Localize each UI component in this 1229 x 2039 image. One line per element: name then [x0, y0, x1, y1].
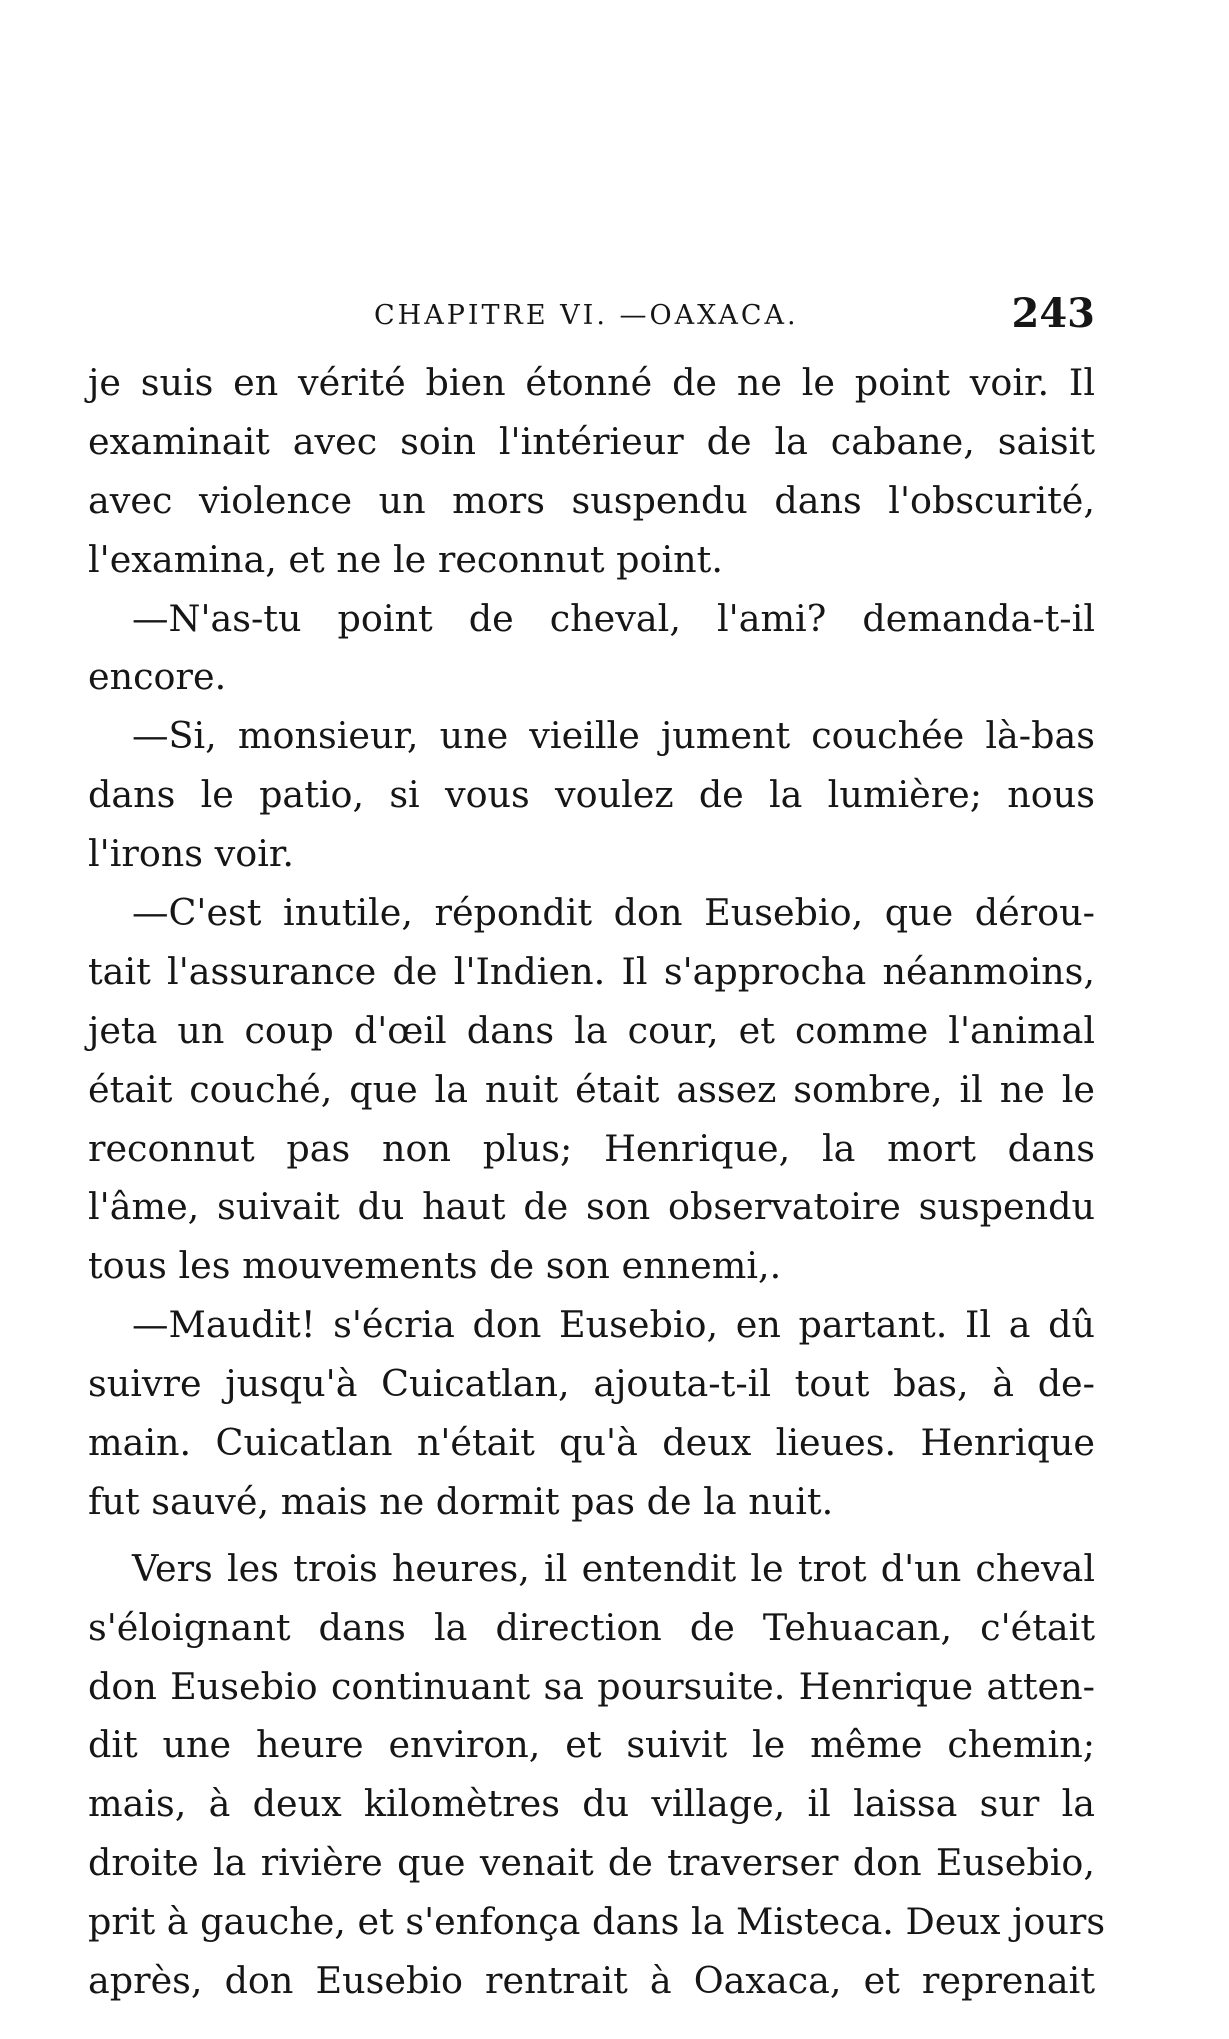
- text-line: suivre jusqu'à Cuicatlan, ajouta-t-il tout bas, à de-: [88, 1362, 1095, 1406]
- text-line: l'irons voir.: [88, 832, 294, 876]
- page-number: 243: [1011, 290, 1095, 337]
- text-line: mais, à deux kilomètres du village, il laissa sur la: [88, 1782, 1095, 1826]
- text-line: —Maudit! s'écria don Eusebio, en partant. Il a dû: [132, 1303, 1095, 1347]
- running-title: CHAPITRE VI. —OAXACA.: [374, 300, 799, 331]
- text-line: don Eusebio continuant sa poursuite. Henrique atten-: [88, 1664, 1095, 1708]
- text-line: l'examina, et ne le reconnut point.: [88, 537, 723, 581]
- text-line: l'âme, suivait du haut de son observatoire suspendu: [88, 1185, 1095, 1229]
- text-line: dans le patio, si vous voulez de la lumière; nous: [88, 773, 1095, 817]
- text-line: je suis en vérité bien étonné de ne le point voir. Il: [88, 361, 1095, 404]
- text-line: reconnut pas non plus; Henrique, la mort dans: [88, 1126, 1095, 1170]
- text-line: jeta un coup d'œil dans la cour, et comme l'animal: [88, 1008, 1095, 1052]
- text-line: —N'as-tu point de cheval, l'ami? demanda-t-il: [132, 596, 1095, 640]
- text-line: prit à gauche, et s'enfonça dans la Misteca. Deux jours: [88, 1900, 1106, 1944]
- text-line: droite la rivière que venait de traverser don Eusebio,: [88, 1841, 1095, 1885]
- text-line: avec violence un mors suspendu dans l'obscurité,: [88, 478, 1095, 522]
- body-text: [88, 354, 1106, 2011]
- text-line: tous les mouvements de son ennemi,.: [88, 1244, 782, 1288]
- text-line: fut sauvé, mais ne dormit pas de la nuit.: [88, 1479, 834, 1523]
- text-line: était couché, que la nuit était assez sombre, il ne le: [88, 1067, 1095, 1111]
- text-line: tait l'assurance de l'Indien. Il s'approcha néanmoins,: [88, 949, 1095, 993]
- text-line: dit une heure environ, et suivit le même chemin;: [88, 1723, 1095, 1767]
- text-line: examinait avec soin l'intérieur de la cabane, saisit: [88, 419, 1095, 463]
- text-line: main. Cuicatlan n'était qu'à deux lieues. Henrique: [88, 1421, 1095, 1465]
- text-line: encore.: [88, 655, 227, 699]
- text-line: —Si, monsieur, une vieille jument couchée là-bas: [132, 714, 1095, 758]
- text-line: Vers les trois heures, il entendit le trot d'un cheval: [132, 1546, 1095, 1590]
- text-line: —C'est inutile, répondit don Eusebio, que dérou-: [132, 891, 1095, 935]
- page-header: [88, 290, 1095, 344]
- text-line: après, don Eusebio rentrait à Oaxaca, et reprenait: [88, 1959, 1095, 2003]
- text-line: s'éloignant dans la direction de Tehuacan, c'était: [88, 1605, 1095, 1649]
